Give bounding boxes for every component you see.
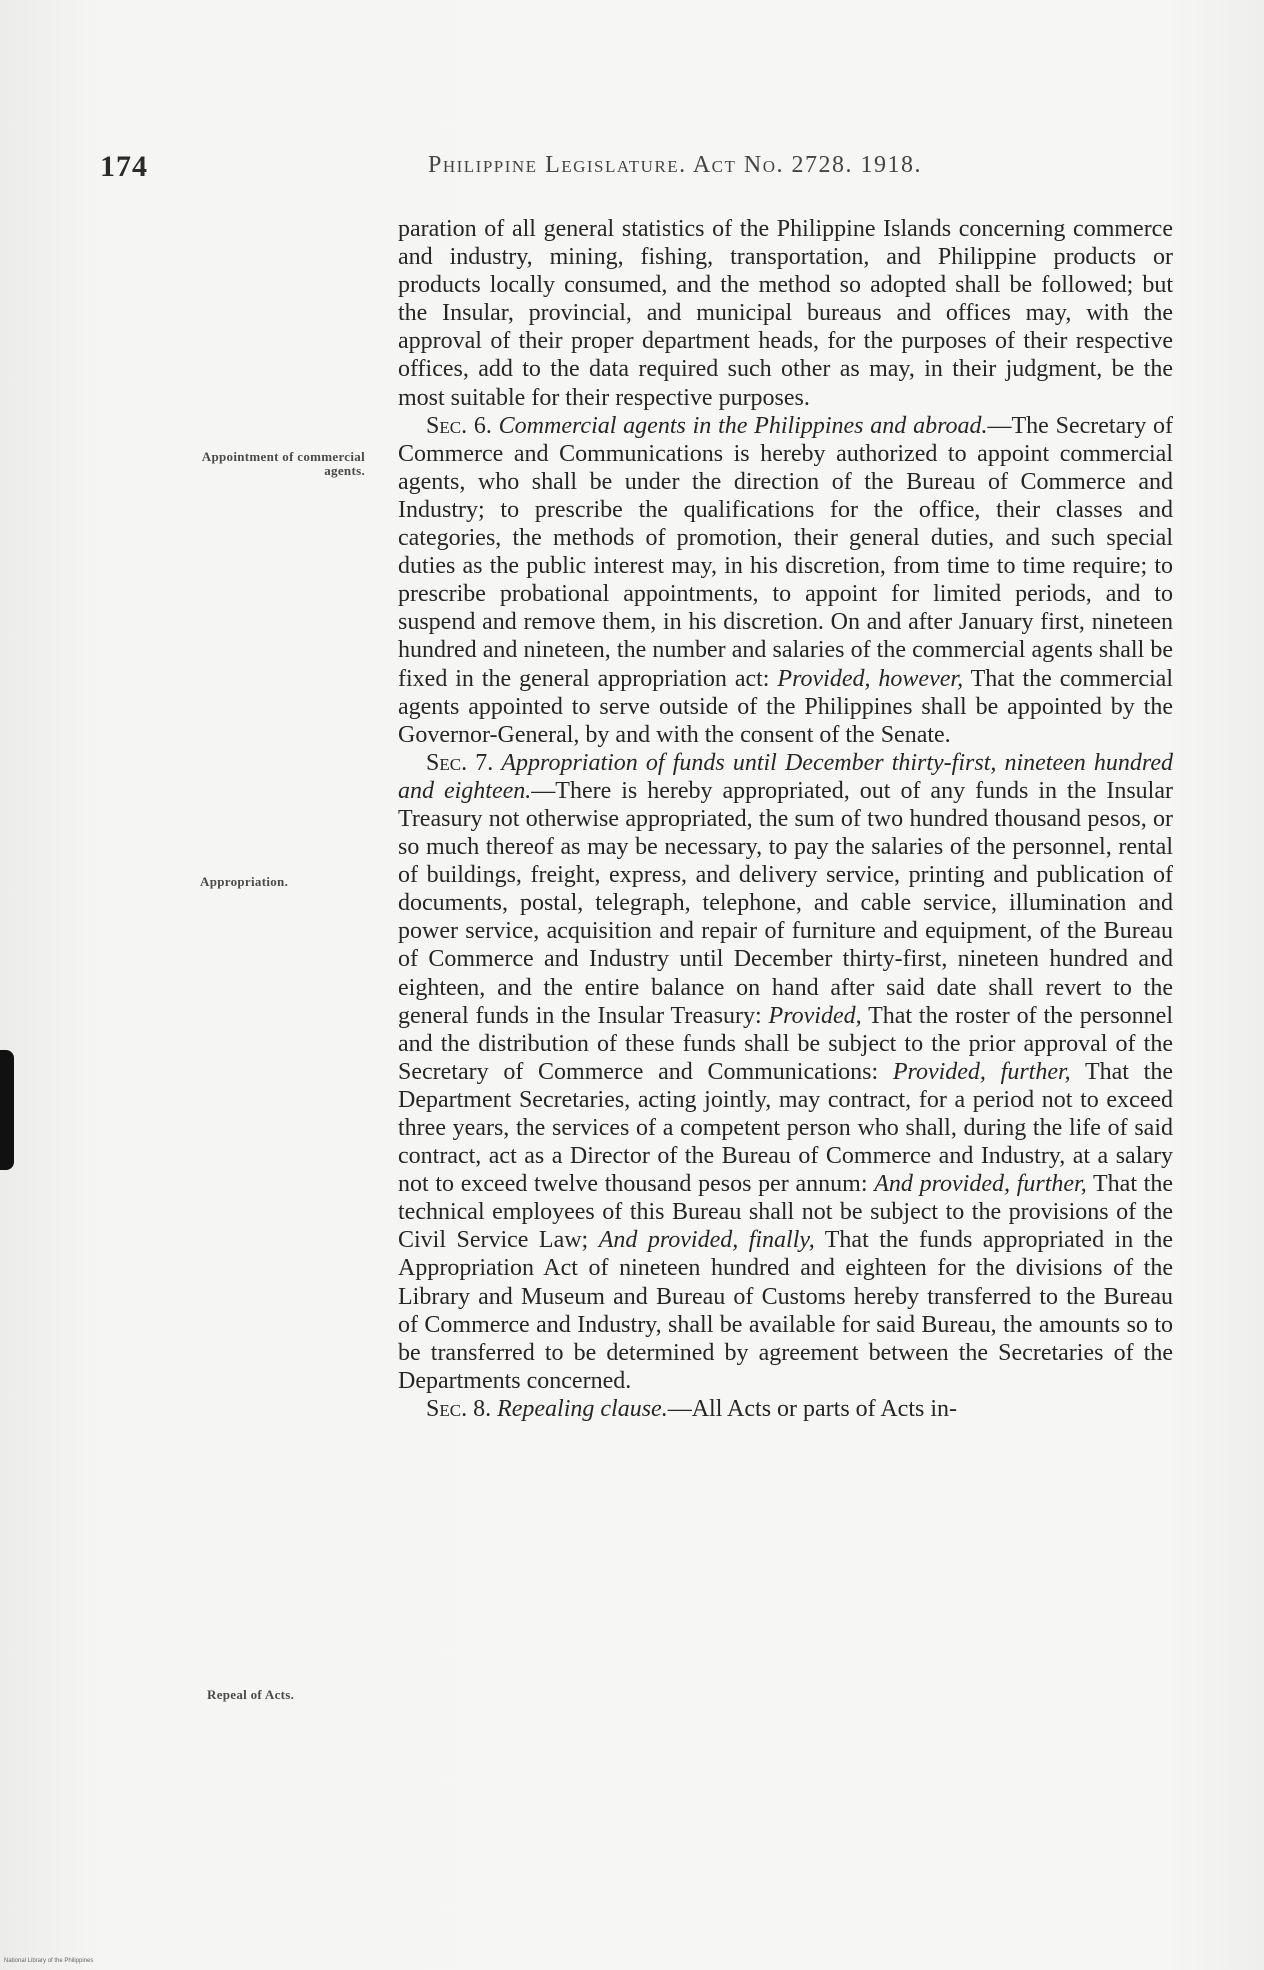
section-6-text-a: —The Secretary of Commerce and Communications is hereby authorized to appoint commercial agents, who shall be under the direction of the Bureau of Commerce and Industry; to prescribe the qualifications for the office, their classes and categories, the methods of promotion, their general duties, and such special duties as the public interest may, in his discretion, from time to time require; to prescribe probational appointments, to appoint for limited periods, and to suspend and remove them, in his discretion. On and after January first, nineteen hundred and nineteen, the number and salaries of the commercial agents shall be fixed in the general appropriation act: (398, 412, 1173, 692)
section-7-text-d: That the technical employees of this Bureau shall not be subject to the provisions of the Civil Service Law; (398, 1171, 1174, 1254)
section-7-text-b: That the roster of the personnel and the distribution of these funds shall be subject to the prior approval of the Secretary of Commerce and Communications: (398, 1002, 1173, 1085)
section-7-title: Appropriation of funds until December thirty-first, nineteen hundred and eighteen. (398, 749, 1174, 804)
section-8 (398, 1395, 1173, 1423)
body-text (398, 215, 1173, 1423)
margin-note-appropriation: Appropriation. (200, 874, 289, 889)
section-8-title: Repealing clause. (497, 1395, 668, 1422)
section-6-label: Sec. 6. (426, 412, 492, 439)
section-7-proviso-3: And provided, further, (874, 1171, 1087, 1198)
section-7-proviso-2: Provided, further, (892, 1058, 1071, 1085)
section-6-text-b: That the commercial agents appointed to serve outside of the Philippines shall be appointed by the Governor-General, by and with the consent of the Senate. (398, 665, 1174, 748)
section-6 (398, 412, 1173, 749)
scan-binding-mark (0, 1050, 14, 1170)
page-number: 174 (100, 150, 148, 183)
section-7-label: Sec. 7. (426, 749, 494, 776)
section-8-label: Sec. 8. (426, 1395, 492, 1422)
section-8-text: —All Acts or parts of Acts in- (667, 1395, 958, 1422)
running-head: Philippine Legislature. Act No. 2728. 1918. (428, 152, 923, 178)
section-7-proviso-1: Provided, (768, 1002, 862, 1029)
section-7-text-a: —There is hereby appropriated, out of any funds in the Insular Treasury not otherwise appropriated, the sum of two hundred thousand pesos, or so much thereof as may be necessary, to pay the salaries of the personnel, rental of buildings, freight, express, and delivery service, printing and publication of documents, postal, telegraph, telephone, and cable service, illumination and power service, acquisition and repair of furniture and equipment, of the Bureau of Commerce and Industry until December thirty-first, nineteen hundred and eighteen, and the entire balance on hand after said date shall revert to the general funds in the Insular Treasury: (398, 777, 1173, 1029)
section-7-text-e: That the funds appropriated in the Appropriation Act of nineteen hundred and eighteen for the divisions of the Library and Museum and Bureau of Customs hereby transferred to the Bureau of Commerce and Industry, shall be available for said Bureau, the amounts so to be transferred to be determined by agreement between the Secretaries of the Departments concerned. (398, 1227, 1173, 1394)
footer-credit: National Library of the Philippines (4, 1958, 94, 1964)
paragraph-continuation: paration of all general statistics of the Philippine Islands concerning commerce and industry, mining, fishing, transportation, and Philippine products or products locally consumed, and the method so adopted shall be followed; but the Insular, provincial, and municipal bureaus and offices may, with the approval of their proper department heads, for the purposes of their respective offices, add to the data required such other as may, in their judgment, be the most suitable for their respective purposes. (398, 216, 1173, 411)
margin-note-repeal: Repeal of Acts. (207, 1687, 295, 1702)
section-7-proviso-4: And provided, finally, (598, 1227, 815, 1254)
margin-note-appointment: Appointment of commercial agents. (201, 449, 365, 478)
section-6-proviso: Provided, however, (777, 665, 964, 692)
section-7 (398, 749, 1173, 1395)
section-6-title: Commercial agents in the Philippines and abroad. (498, 412, 988, 439)
section-7-text-c: That the Department Secretaries, acting jointly, may contract, for a period not to exceed three years, the services of a competent person who shall, during the life of said contract, act as a Director of the Bureau of Commerce and Industry, at a salary not to exceed twelve thousand pesos per annum: (398, 1058, 1173, 1198)
